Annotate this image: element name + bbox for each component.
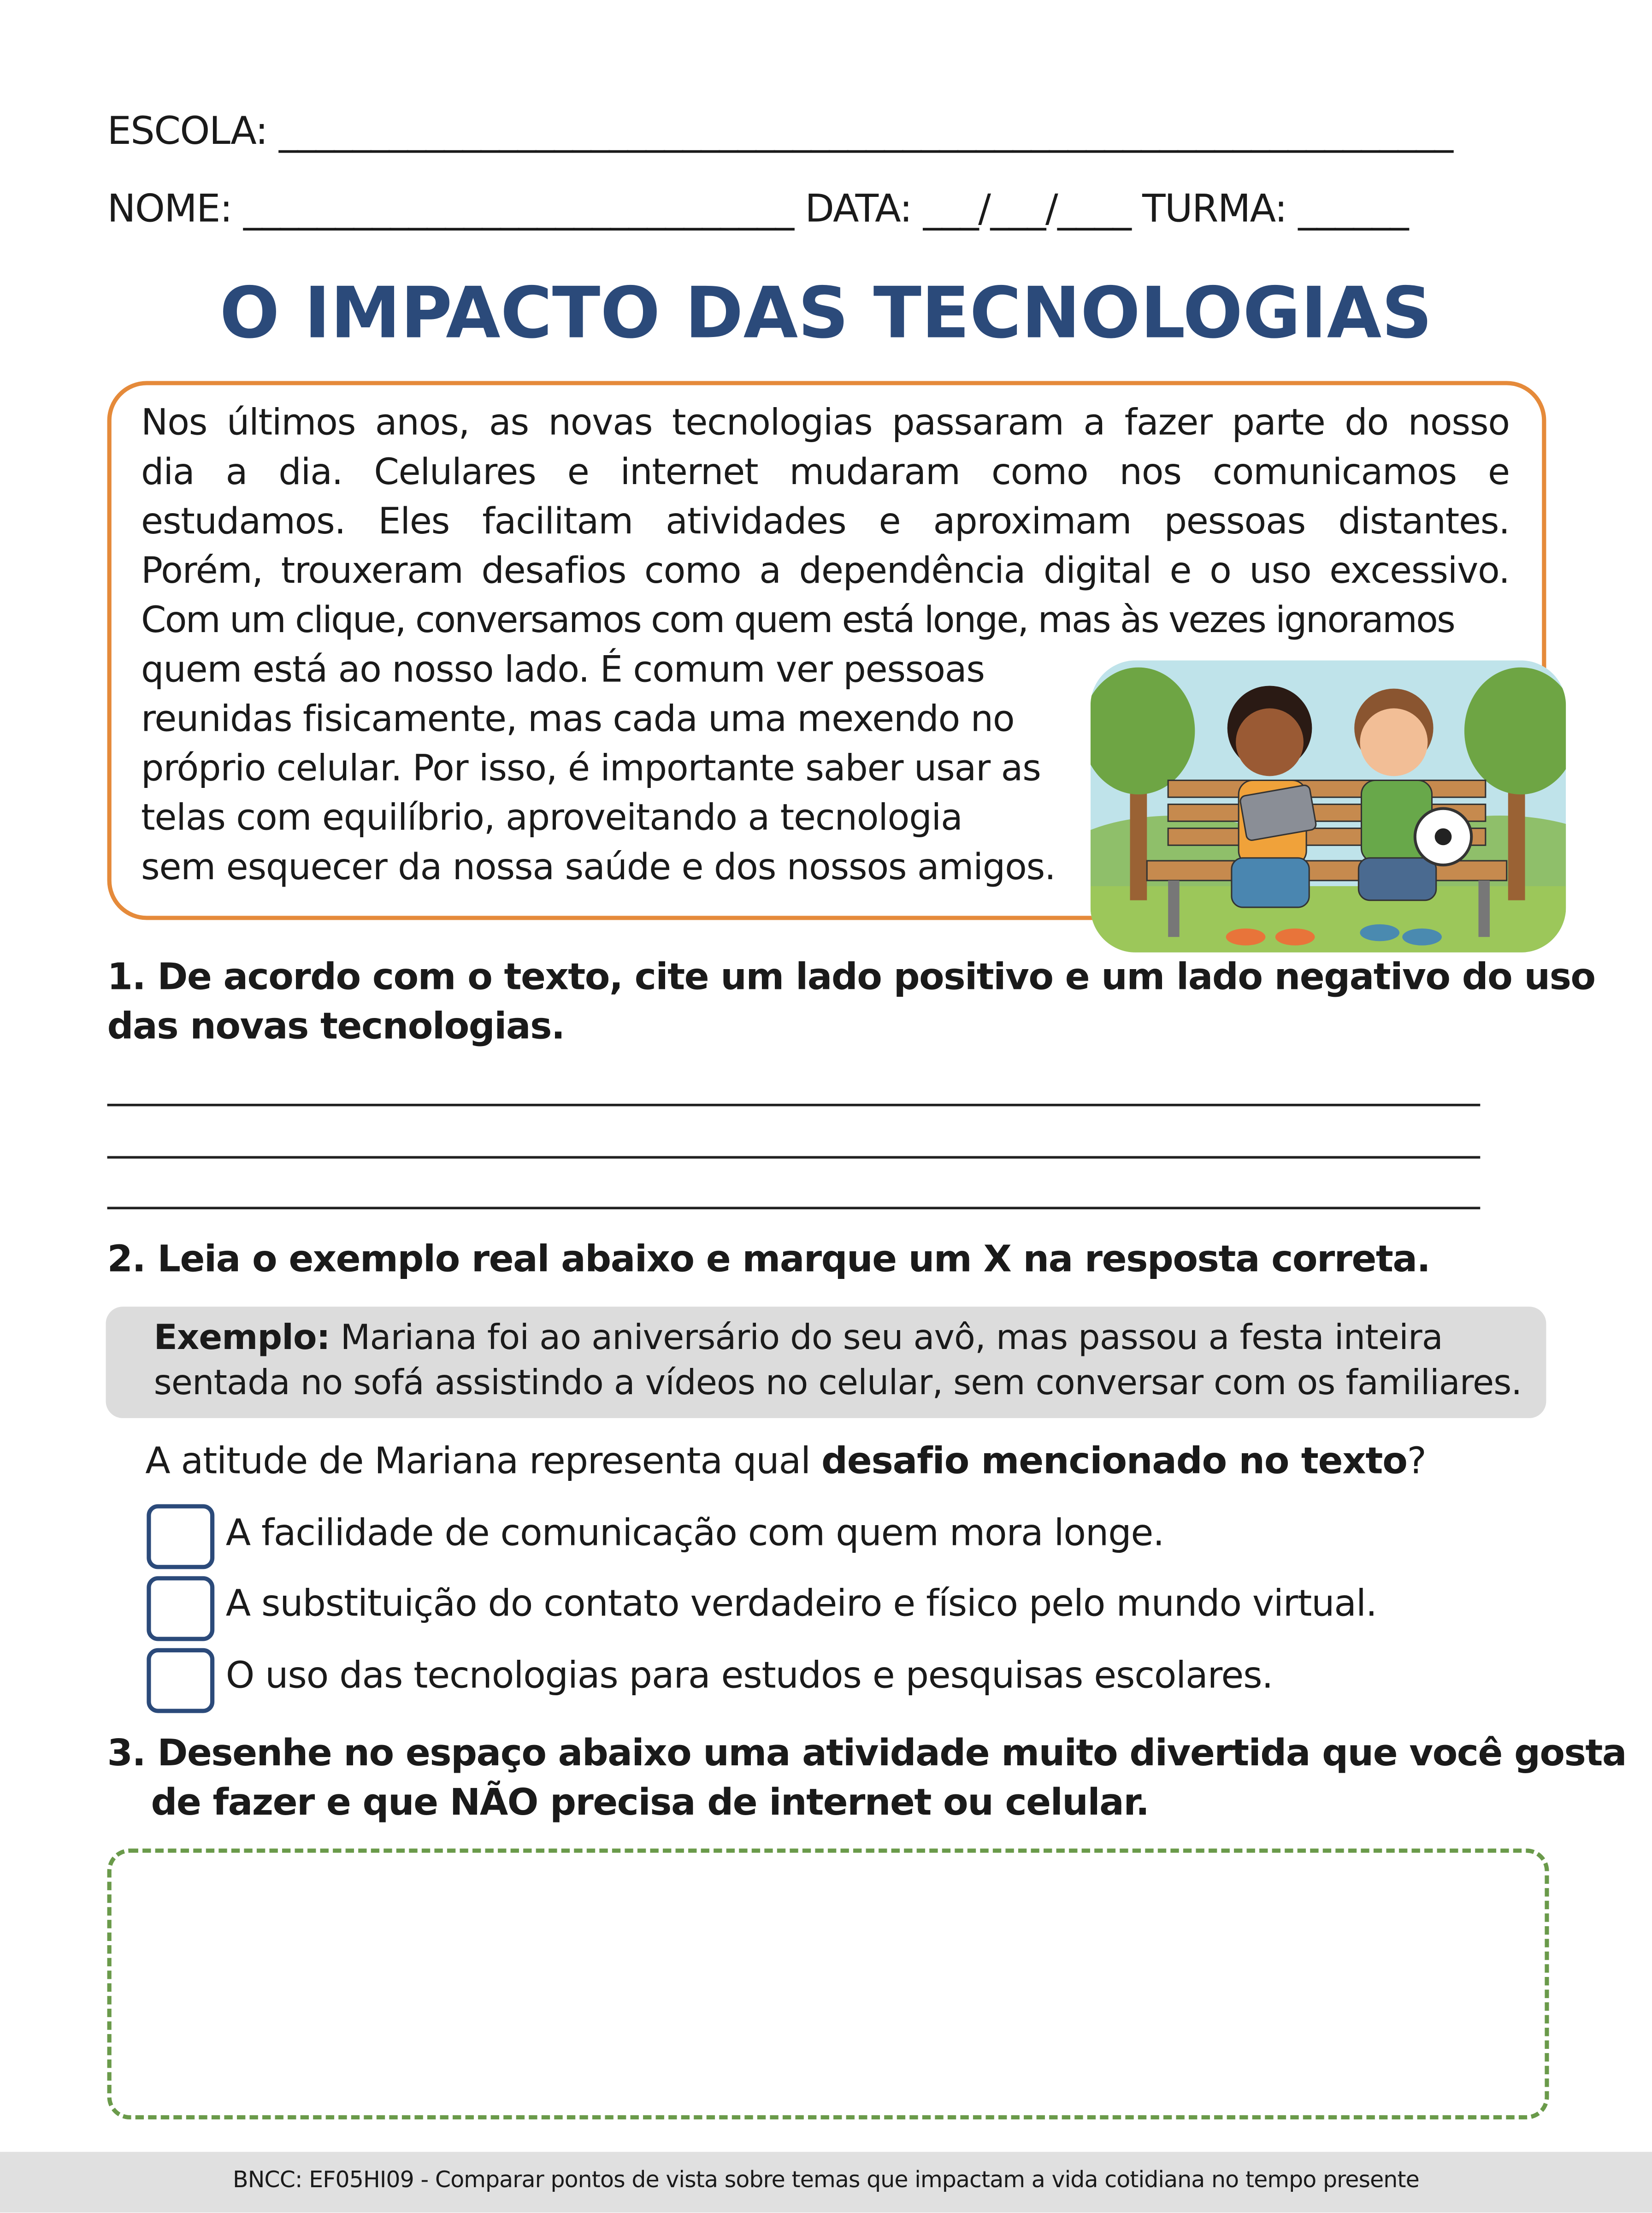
date-field[interactable]: ___/___/____ bbox=[923, 188, 1131, 231]
answer-line-2[interactable]: _________________________________________________________________________________ bbox=[107, 1117, 1479, 1160]
answer-line-1[interactable]: _________________________________________________________________________________ bbox=[107, 1065, 1479, 1108]
answer-line-3[interactable]: _________________________________________________________________________________ bbox=[107, 1168, 1479, 1211]
option-label-1: A facilidade de comunicação com quem mora longe. bbox=[225, 1512, 1164, 1555]
class-field[interactable]: ______ bbox=[1298, 188, 1409, 231]
option-label-3: O uso das tecnologias para estudos e pesquisas escolares. bbox=[225, 1655, 1273, 1698]
text-line: Nos últimos anos, as novas tecnologias passaram a fazer parte do nosso bbox=[141, 402, 1510, 445]
option-checkbox-3[interactable] bbox=[147, 1648, 214, 1713]
example-label: Exemplo: bbox=[153, 1316, 330, 1358]
name-field[interactable]: ______________________________ bbox=[243, 188, 794, 231]
name-row bbox=[107, 188, 1408, 231]
prompt-bold: desafio mencionado no texto bbox=[821, 1440, 1407, 1483]
page-title: O IMPACTO DAS TECNOLOGIAS bbox=[219, 272, 1433, 355]
kids-on-bench-illustration bbox=[1091, 660, 1566, 953]
question-2-prompt bbox=[145, 1441, 1426, 1483]
question-3: 3. Desenhe no espaço abaixo uma atividade muito divertida que você gosta bbox=[107, 1733, 1627, 1775]
question-1-cont: das novas tecnologias. bbox=[107, 1006, 565, 1049]
question-1: 1. De acordo com o texto, cite um lado positivo e um lado negativo do uso bbox=[107, 957, 1595, 999]
school-label: ESCOLA: bbox=[107, 110, 268, 154]
text-line: reunidas fisicamente, mas cada uma mexendo no bbox=[141, 698, 1015, 741]
example-text-line-2: sentada no sofá assistindo a vídeos no celular, sem conversar com os familiares. bbox=[153, 1361, 1522, 1403]
text-line: telas com equilíbrio, aproveitando a tecnologia bbox=[141, 797, 962, 840]
text-line: estudamos. Eles facilitam atividades e aproximam pessoas distantes. bbox=[141, 501, 1510, 544]
text-line: Com um clique, conversamos com quem está longe, mas às vezes ignoramos bbox=[141, 599, 1455, 642]
option-checkbox-2[interactable] bbox=[147, 1576, 214, 1641]
prompt-end: ? bbox=[1407, 1440, 1426, 1483]
bncc-footer: BNCC: EF05HI09 - Comparar pontos de vista sobre temas que impactam a vida cotidiana no tempo presente bbox=[233, 2166, 1419, 2193]
text-line: quem está ao nosso lado. É comum ver pessoas bbox=[141, 649, 985, 692]
class-label: TURMA: bbox=[1142, 188, 1287, 231]
option-checkbox-1[interactable] bbox=[147, 1504, 214, 1569]
option-label-2: A substituição do contato verdadeiro e físico pelo mundo virtual. bbox=[225, 1583, 1377, 1626]
text-line: Porém, trouxeram desafios como a dependência digital e o uso excessivo. bbox=[141, 550, 1510, 593]
prompt-text: A atitude de Mariana representa qual bbox=[145, 1440, 822, 1483]
text-line: próprio celular. Por isso, é importante saber usar as bbox=[141, 748, 1041, 790]
date-label: DATA: bbox=[805, 188, 912, 231]
example-text: Mariana foi ao aniversário do seu avô, mas passou a festa inteira bbox=[330, 1316, 1443, 1358]
question-2: 2. Leia o exemplo real abaixo e marque um X na resposta correta. bbox=[107, 1239, 1430, 1282]
text-line: dia a dia. Celulares e internet mudaram como nos comunicamos e bbox=[141, 451, 1510, 494]
drawing-area[interactable] bbox=[107, 1848, 1549, 2119]
text-line: sem esquecer da nossa saúde e dos nossos amigos. bbox=[141, 846, 1056, 889]
example-text-line-1 bbox=[154, 1317, 1443, 1358]
school-row bbox=[107, 110, 1453, 154]
question-3-cont: de fazer e que NÃO precisa de internet ou celular. bbox=[151, 1782, 1149, 1825]
school-field[interactable]: ________________________________________________________________ bbox=[278, 110, 1453, 154]
name-label: NOME: bbox=[107, 188, 232, 231]
